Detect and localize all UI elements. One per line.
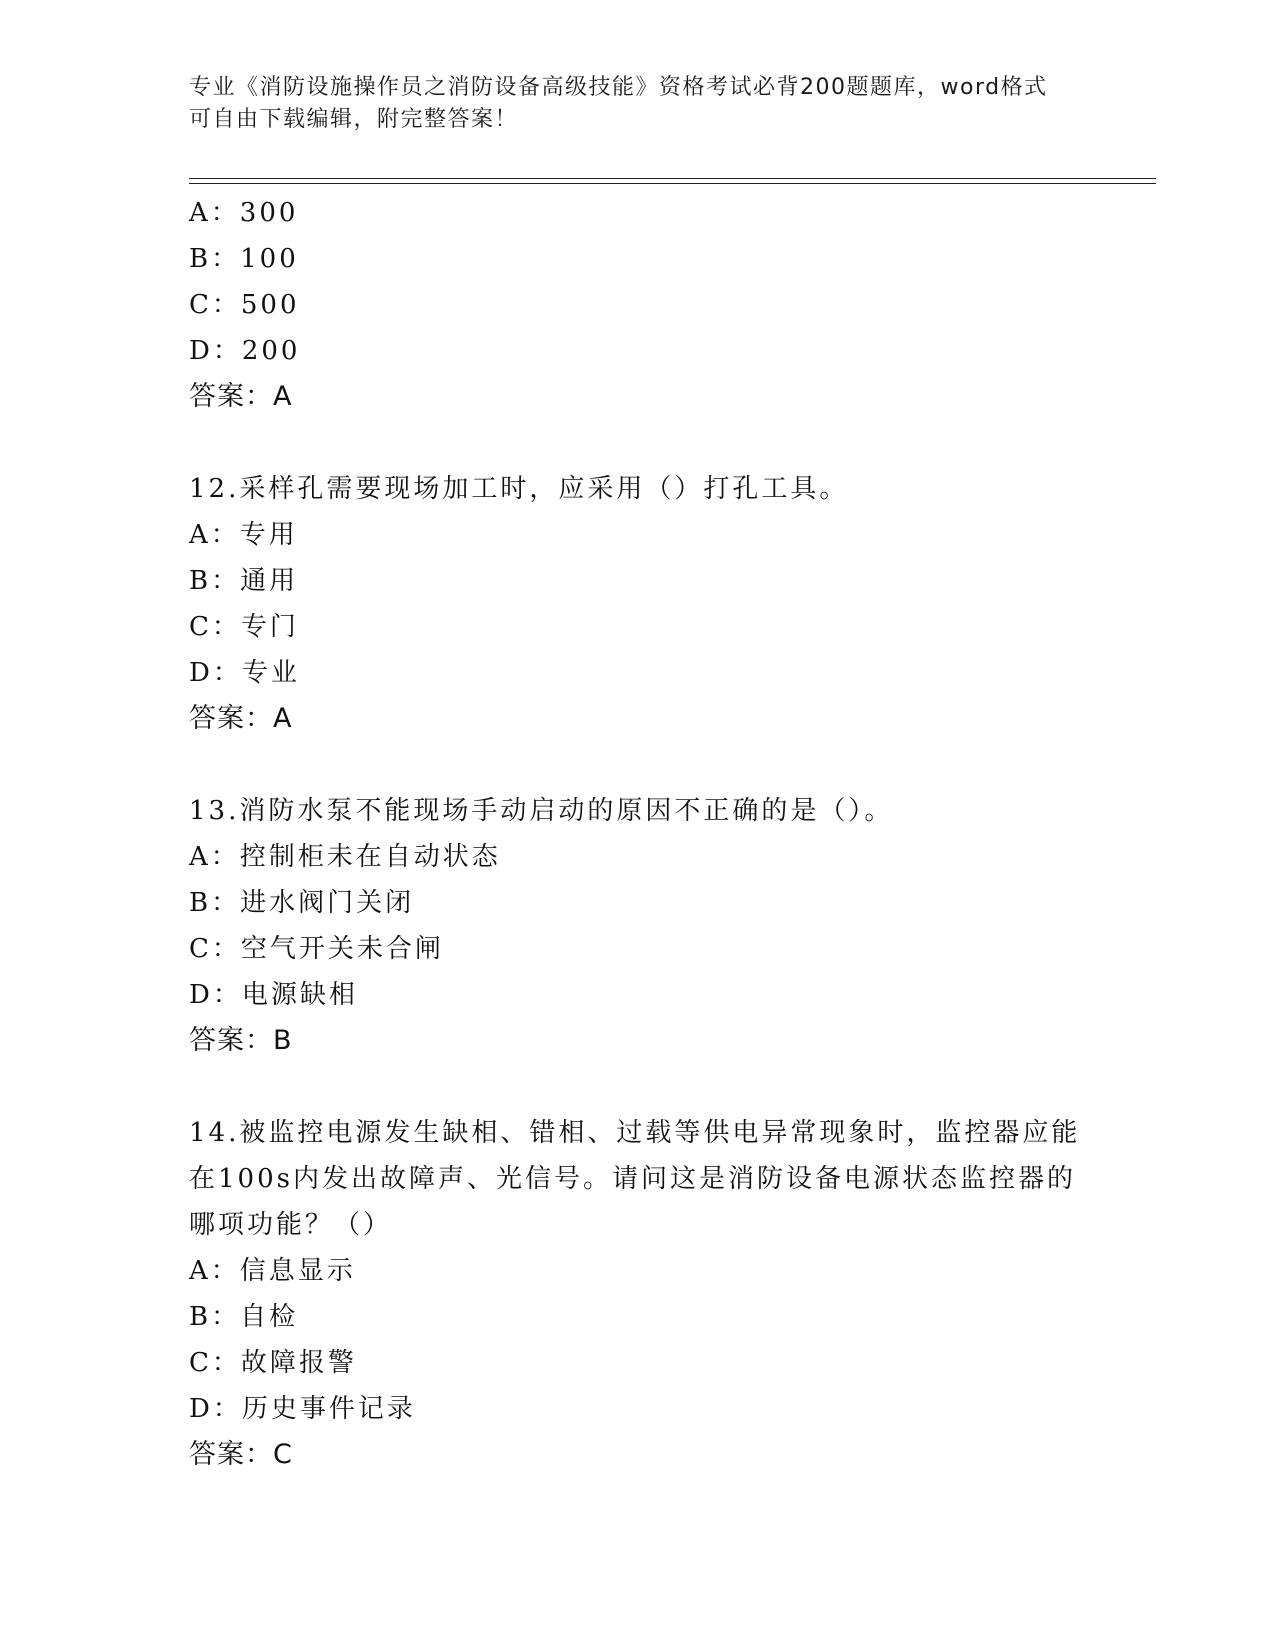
question-block-12 [189,466,1089,742]
option-d: D：专业 [189,658,300,688]
question-list [189,190,1089,1478]
option-c: C：500 [189,290,300,320]
spacer [189,1064,1089,1110]
header-divider-bottom [189,183,1156,184]
question-block-13 [189,788,1089,1064]
spacer [189,742,1089,788]
option-d: D：历史事件记录 [189,1394,416,1424]
spacer [189,420,1089,466]
question-block-11 [189,190,1089,420]
option-a: A：专用 [189,520,298,550]
option-d: D：电源缺相 [189,980,358,1010]
question-stem: 14.被监控电源发生缺相、错相、过载等供电异常现象时，监控器应能在100s内发出故障声、光信号。请问这是消防设备电源状态监控器的哪项功能？（） [189,1118,1081,1240]
header-divider-top [189,178,1156,179]
question-stem: 12.采样孔需要现场加工时，应采用（）打孔工具。 [189,474,849,504]
question-block-14 [189,1110,1089,1478]
answer-line: 答案：C [189,1439,293,1470]
page-header: 专业《消防设施操作员之消防设备高级技能》资格考试必背200题题库，word格式可自由下载编辑，附完整答案！ [189,75,1048,132]
option-c: C：专门 [189,612,299,642]
option-d: D：200 [189,336,301,366]
answer-line: 答案：A [189,381,293,412]
option-c: C：空气开关未合闸 [189,934,444,964]
option-b: B：通用 [189,566,299,596]
question-stem: 13.消防水泵不能现场手动启动的原因不正确的是（）。 [189,796,894,826]
option-a: A：控制柜未在自动状态 [189,842,501,872]
answer-line: 答案：A [189,703,293,734]
option-a: A：300 [189,198,299,228]
option-b: B：100 [189,244,299,274]
option-c: C：故障报警 [189,1348,357,1378]
option-a: A：信息显示 [189,1256,356,1286]
answer-line: 答案：B [189,1025,293,1056]
option-b: B：进水阀门关闭 [189,888,415,918]
option-b: B：自检 [189,1302,299,1332]
